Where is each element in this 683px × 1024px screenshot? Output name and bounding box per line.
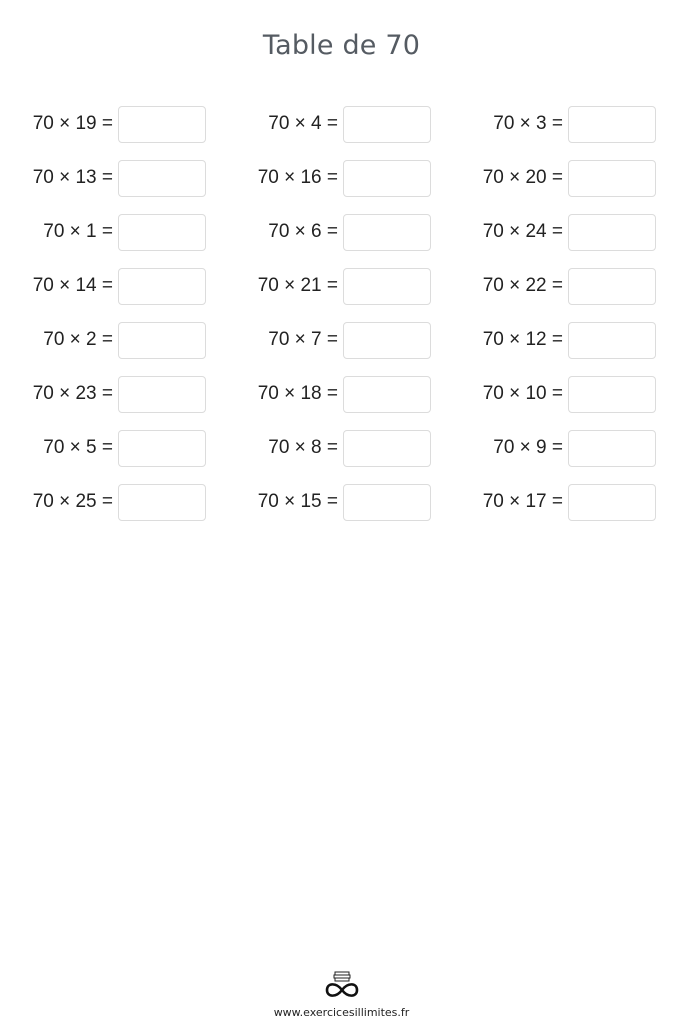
exercise-expression: 70 × 7 = xyxy=(268,329,338,350)
exercise-item xyxy=(450,266,656,306)
infinity-books-icon xyxy=(322,970,362,1000)
page-title: Table de 70 xyxy=(262,30,421,61)
answer-box[interactable] xyxy=(568,376,656,413)
answer-box[interactable] xyxy=(568,214,656,251)
exercise-row xyxy=(0,320,683,374)
exercise-expression: 70 × 4 = xyxy=(268,113,338,134)
answer-box[interactable] xyxy=(118,268,206,305)
answer-box[interactable] xyxy=(343,160,431,197)
exercise-row xyxy=(0,266,683,320)
exercise-item xyxy=(0,266,206,306)
exercise-expression: 70 × 17 = xyxy=(482,491,563,512)
exercise-item xyxy=(0,428,206,468)
exercise-item xyxy=(0,374,206,414)
exercise-item xyxy=(0,158,206,198)
exercise-item xyxy=(450,374,656,414)
exercise-expression: 70 × 1 = xyxy=(43,221,113,242)
answer-box[interactable] xyxy=(343,430,431,467)
footer-website-link[interactable]: www.exercicesillimites.fr xyxy=(273,1006,410,1019)
exercise-expression: 70 × 24 = xyxy=(482,221,563,242)
exercise-item xyxy=(450,212,656,252)
exercise-item xyxy=(225,266,431,306)
exercise-expression: 70 × 9 = xyxy=(493,437,563,458)
exercise-expression: 70 × 3 = xyxy=(493,113,563,134)
exercise-row xyxy=(0,482,683,536)
exercise-item xyxy=(0,104,206,144)
answer-box[interactable] xyxy=(118,214,206,251)
exercise-expression: 70 × 19 = xyxy=(32,113,113,134)
exercise-expression: 70 × 16 = xyxy=(257,167,338,188)
exercise-row xyxy=(0,374,683,428)
exercise-expression: 70 × 2 = xyxy=(43,329,113,350)
exercise-expression: 70 × 15 = xyxy=(257,491,338,512)
answer-box[interactable] xyxy=(568,160,656,197)
answer-box[interactable] xyxy=(118,484,206,521)
exercise-expression: 70 × 25 = xyxy=(32,491,113,512)
exercise-item xyxy=(450,104,656,144)
exercise-item xyxy=(0,482,206,522)
exercise-expression: 70 × 18 = xyxy=(257,383,338,404)
exercise-expression: 70 × 10 = xyxy=(482,383,563,404)
exercise-item xyxy=(225,104,431,144)
exercise-item xyxy=(0,212,206,252)
exercise-expression: 70 × 14 = xyxy=(32,275,113,296)
exercise-item xyxy=(450,320,656,360)
exercise-row xyxy=(0,158,683,212)
answer-box[interactable] xyxy=(568,106,656,143)
exercise-item xyxy=(450,428,656,468)
exercise-expression: 70 × 22 = xyxy=(482,275,563,296)
answer-box[interactable] xyxy=(118,322,206,359)
answer-box[interactable] xyxy=(343,322,431,359)
exercise-expression: 70 × 6 = xyxy=(268,221,338,242)
exercise-item xyxy=(225,158,431,198)
answer-box[interactable] xyxy=(118,106,206,143)
answer-box[interactable] xyxy=(118,430,206,467)
exercise-item xyxy=(225,374,431,414)
exercise-item xyxy=(0,320,206,360)
answer-box[interactable] xyxy=(343,268,431,305)
answer-box[interactable] xyxy=(343,376,431,413)
answer-box[interactable] xyxy=(568,268,656,305)
exercise-item xyxy=(225,482,431,522)
exercise-expression: 70 × 21 = xyxy=(257,275,338,296)
exercise-item xyxy=(225,320,431,360)
answer-box[interactable] xyxy=(118,160,206,197)
answer-box[interactable] xyxy=(118,376,206,413)
answer-box[interactable] xyxy=(568,484,656,521)
exercise-expression: 70 × 8 = xyxy=(268,437,338,458)
exercise-expression: 70 × 5 = xyxy=(43,437,113,458)
exercise-row xyxy=(0,104,683,158)
exercise-row xyxy=(0,428,683,482)
exercise-item xyxy=(450,482,656,522)
exercise-item xyxy=(225,428,431,468)
exercise-expression: 70 × 13 = xyxy=(32,167,113,188)
answer-box[interactable] xyxy=(343,484,431,521)
exercise-item xyxy=(225,212,431,252)
exercise-row xyxy=(0,212,683,266)
answer-box[interactable] xyxy=(568,322,656,359)
answer-box[interactable] xyxy=(343,214,431,251)
exercise-grid xyxy=(0,104,683,536)
answer-box[interactable] xyxy=(343,106,431,143)
exercise-expression: 70 × 23 = xyxy=(32,383,113,404)
answer-box[interactable] xyxy=(568,430,656,467)
exercise-item xyxy=(450,158,656,198)
exercise-expression: 70 × 20 = xyxy=(482,167,563,188)
exercise-expression: 70 × 12 = xyxy=(482,329,563,350)
